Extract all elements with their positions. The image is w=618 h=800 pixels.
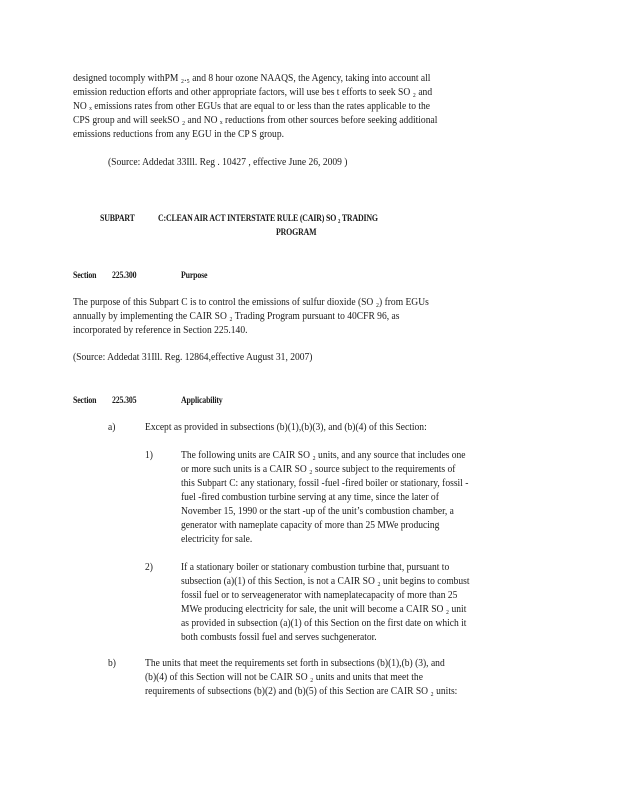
text-line: both combusts fossil fuel and serves suchgenerator. bbox=[181, 632, 377, 643]
text-line: incorporated by reference in Section 225.140. bbox=[73, 325, 248, 336]
text-line: requirements of subsections (b)(2) and (b)(5) of this Section are CAIR SO ₂ units: bbox=[145, 686, 458, 697]
text-line: (b)(4) of this Section will not be CAIR SO ₂ units and units that meet the bbox=[145, 672, 423, 683]
text-line: electricity for sale. bbox=[181, 534, 253, 545]
text-line: fuel -fired combustion turbine serving at any time, since the later of bbox=[181, 492, 439, 503]
text-line: emission reduction efforts and other appropriate factors, will use bes t efforts to seek SO ₂ and bbox=[73, 87, 433, 98]
text-line: fossil fuel or to serveagenerator with nameplatecapacity of more than 25 bbox=[181, 590, 458, 601]
section-label: Section bbox=[73, 395, 97, 406]
item-marker: 1) bbox=[145, 450, 153, 461]
text-line: subsection (a)(1) of this Section, is not a CAIR SO ₂ unit begins to combust bbox=[181, 576, 470, 587]
subpart-label: SUBPART bbox=[100, 213, 135, 224]
section-title: Applicability bbox=[181, 395, 223, 406]
text-line: If a stationary boiler or stationary combustion turbine that, pursuant to bbox=[181, 562, 450, 573]
section-title: Purpose bbox=[181, 270, 208, 281]
text-line: NO ₓ emissions rates from other EGUs that are equal to or less than the rates applicable to the bbox=[73, 101, 431, 112]
text-line: CPS group and will seekSO ₂ and NO ₓ reductions from other sources before seeking additional bbox=[73, 115, 438, 126]
text-line: November 15, 1990 or the start -up of the unit’s combustion chamber, a bbox=[181, 506, 454, 517]
text-line: designed tocomply withPM ₂.₅ and 8 hour ozone NAAQS, the Agency, taking into account all bbox=[73, 73, 431, 84]
item-marker: b) bbox=[108, 658, 116, 669]
subpart-title-program: PROGRAM bbox=[276, 227, 317, 238]
text-line: Except as provided in subsections (b)(1),(b)(3), and (b)(4) of this Section: bbox=[145, 422, 427, 433]
text-line: annually by implementing the CAIR SO ₂ Trading Program pursuant to 40CFR 96, as bbox=[73, 311, 400, 322]
section-number: 225.300 bbox=[112, 270, 137, 281]
source-note: (Source: Addedat 33Ill. Reg . 10427 , effective June 26, 2009 ) bbox=[108, 157, 348, 168]
text-line: The purpose of this Subpart C is to control the emissions of sulfur dioxide (SO ₂) from EGUs bbox=[73, 297, 429, 308]
text-line: MWe producing electricity for sale, the unit will become a CAIR SO ₂ unit bbox=[181, 604, 467, 615]
text-line: The units that meet the requirements set forth in subsections (b)(1),(b) (3), and bbox=[145, 658, 445, 669]
source-note: (Source: Addedat 31Ill. Reg. 12864,effective August 31, 2007) bbox=[73, 352, 313, 363]
text-line: emissions reductions from any EGU in the CP S group. bbox=[73, 129, 284, 140]
item-marker: 2) bbox=[145, 562, 153, 573]
text-line: or more such units is a CAIR SO ₂ source subject to the requirements of bbox=[181, 464, 456, 475]
subpart-title: C:CLEAN AIR ACT INTERSTATE RULE (CAIR) SO ₂ TRADING bbox=[158, 213, 378, 224]
text-line: generator with nameplate capacity of more than 25 MWe producing bbox=[181, 520, 440, 531]
text-line: this Subpart C: any stationary, fossil -fuel -fired boiler or stationary, fossil - bbox=[181, 478, 469, 489]
item-marker: a) bbox=[108, 422, 116, 433]
section-label: Section bbox=[73, 270, 97, 281]
text-line: The following units are CAIR SO ₂ units, and any source that includes one bbox=[181, 450, 466, 461]
text-line: as provided in subsection (a)(1) of this Section on the first date on which it bbox=[181, 618, 467, 629]
section-number: 225.305 bbox=[112, 395, 137, 406]
